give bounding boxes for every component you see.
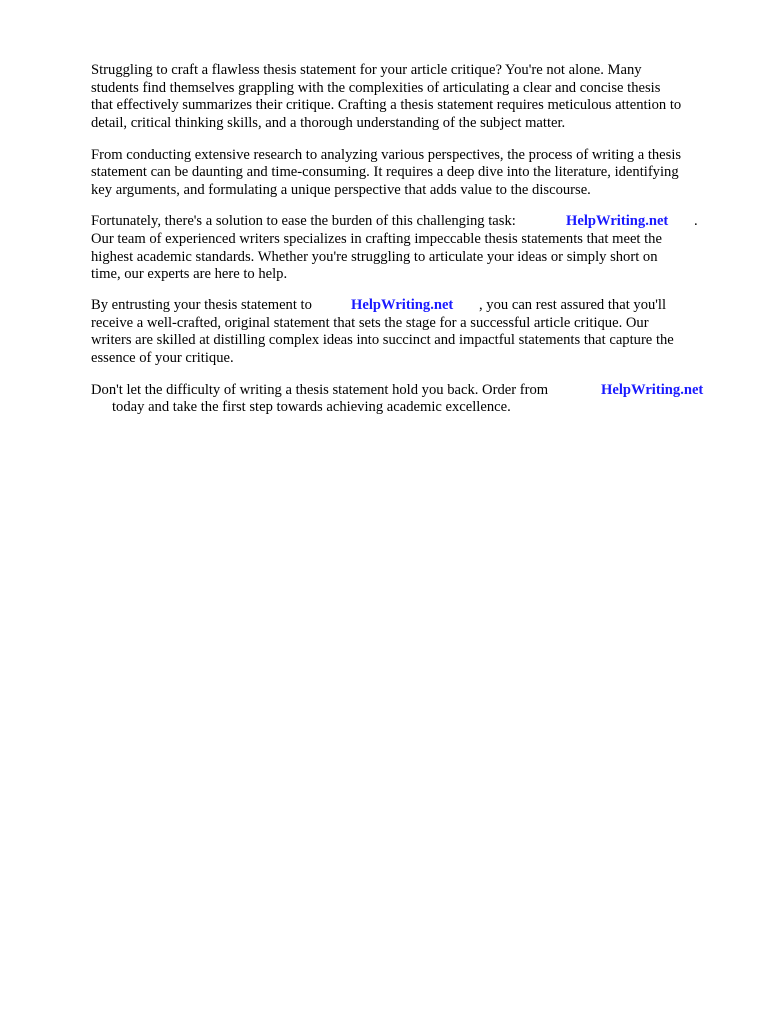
paragraph-4-line-1-end: , you can rest assured that you'll bbox=[479, 297, 667, 313]
paragraph-3-line-3: highest academic standards. Whether you're struggling to articulate your ideas or simply short on bbox=[91, 249, 658, 265]
paragraph-2-line-2: statement can be daunting and time-consuming. It requires a deep dive into the literature, identifying bbox=[91, 164, 679, 180]
paragraph-5-line-2: today and take the first step towards achieving academic excellence. bbox=[112, 399, 511, 415]
paragraph-5-line-1: Don't let the difficulty of writing a thesis statement hold you back. Order from bbox=[91, 382, 549, 398]
paragraph-1-line-2: students find themselves grappling with the complexities of articulating a clear and concise thesis bbox=[91, 80, 661, 96]
paragraph-2-line-1: From conducting extensive research to analyzing various perspectives, the process of writing a thesis bbox=[91, 147, 682, 163]
helpwriting-link-3[interactable]: HelpWriting.net bbox=[601, 382, 704, 398]
helpwriting-link-2[interactable]: HelpWriting.net bbox=[351, 297, 454, 313]
paragraph-1-line-4: detail, critical thinking skills, and a thorough understanding of the subject matter. bbox=[91, 115, 566, 131]
paragraph-4-line-3: writers are skilled at distilling complex ideas into succinct and impactful statements that capture the bbox=[91, 332, 674, 348]
paragraph-1-line-3: that effectively summarizes their critique. Crafting a thesis statement requires meticulous attention to bbox=[91, 97, 682, 113]
paragraph-3-line-4: time, our experts are here to help. bbox=[91, 266, 288, 282]
paragraph-3-period: . bbox=[694, 213, 698, 229]
paragraph-4-line-2: receive a well-crafted, original statement that sets the stage for a successful article critique. Our bbox=[91, 315, 649, 331]
paragraph-1-line-1: Struggling to craft a flawless thesis statement for your article critique? You're not alone. Many bbox=[91, 62, 642, 78]
paragraph-4-line-4: essence of your critique. bbox=[91, 350, 234, 366]
paragraph-3-line-2: Our team of experienced writers specializes in crafting impeccable thesis statements that meet the bbox=[91, 231, 662, 247]
paragraph-3-line-1: Fortunately, there's a solution to ease the burden of this challenging task: bbox=[91, 213, 516, 229]
paragraph-4-line-1: By entrusting your thesis statement to bbox=[91, 297, 312, 313]
helpwriting-link-1[interactable]: HelpWriting.net bbox=[566, 213, 669, 229]
paragraph-2-line-3: key arguments, and formulating a unique perspective that adds value to the discourse. bbox=[91, 182, 591, 198]
